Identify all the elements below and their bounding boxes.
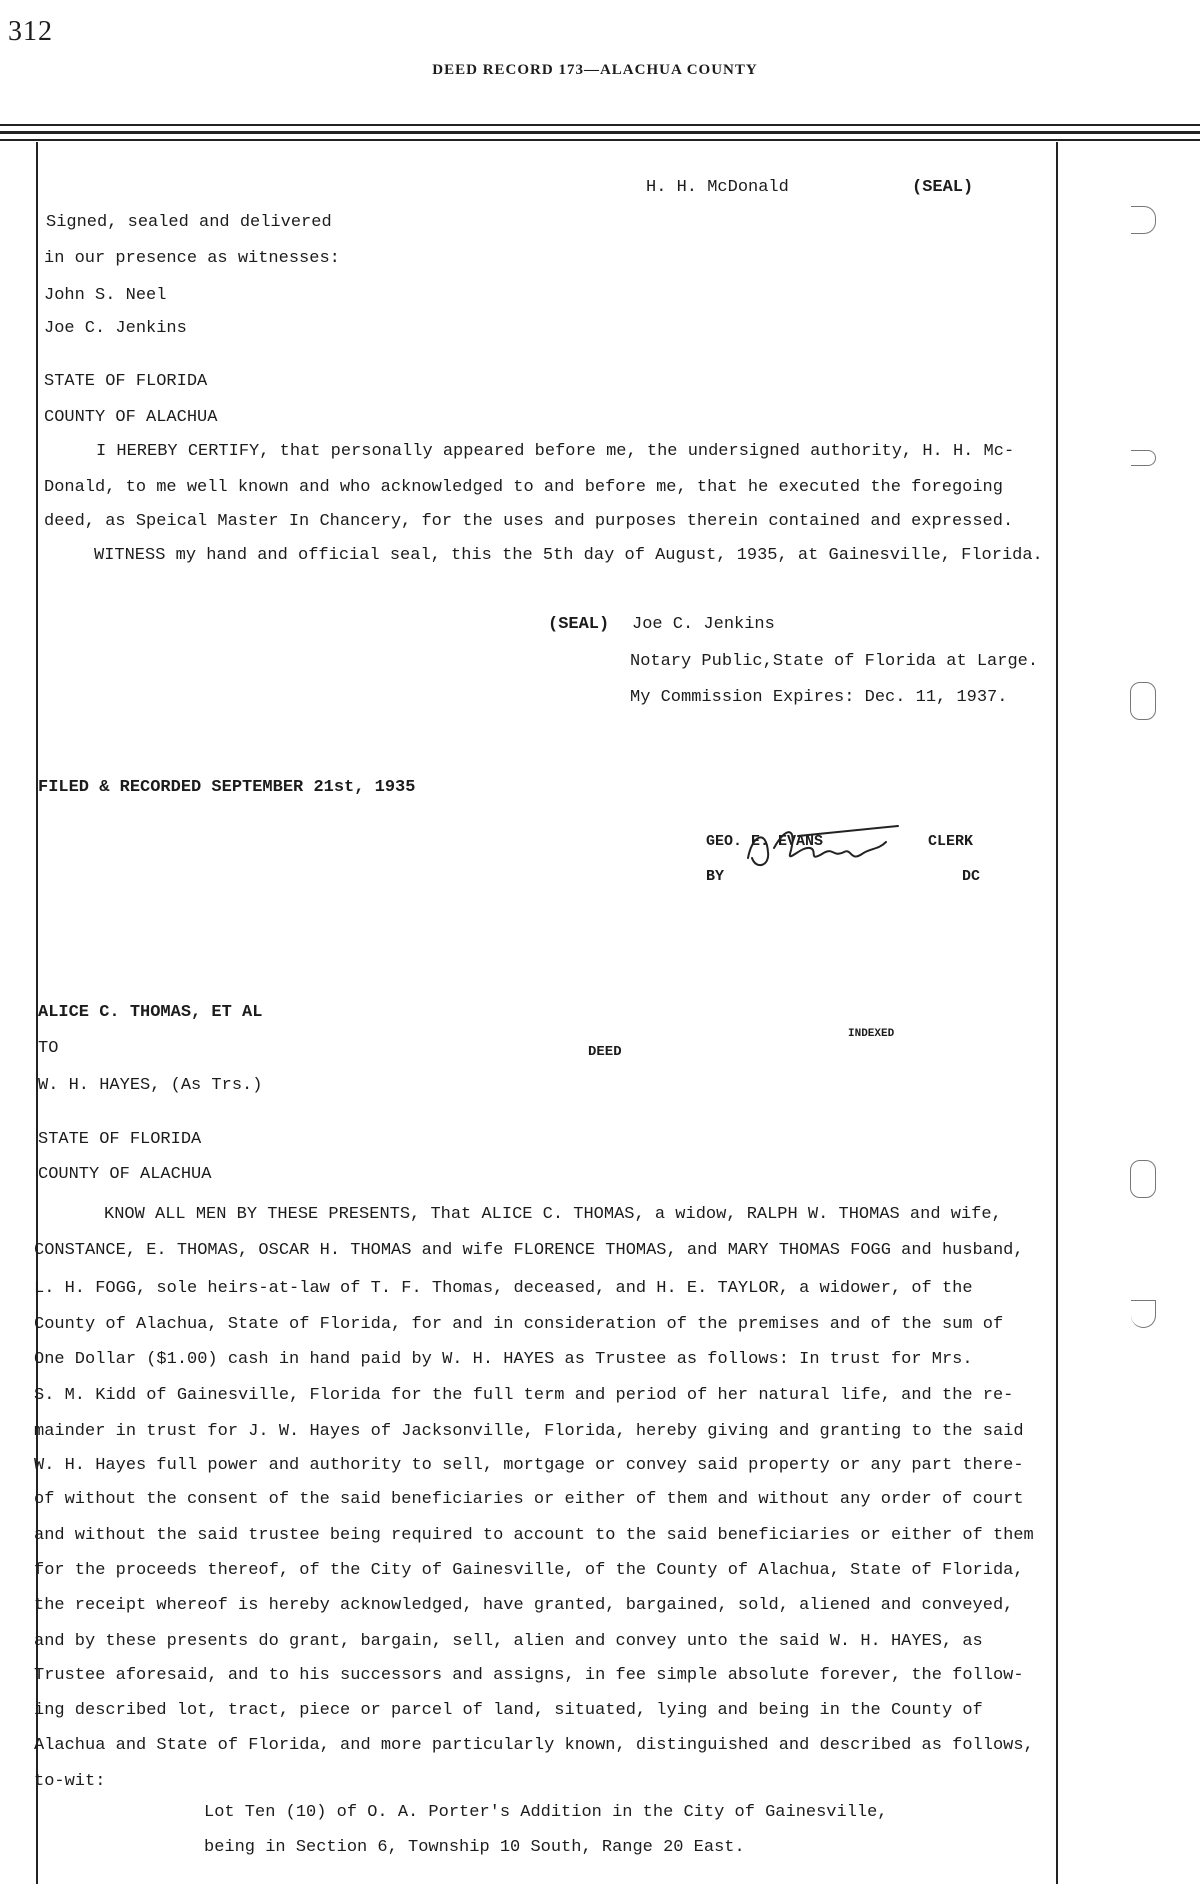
clerk-by: BY bbox=[706, 868, 725, 885]
body-line: ing described lot, tract, piece or parcel of land, situated, lying and being in the County of bbox=[34, 1701, 983, 1720]
witness-name: Joe C. Jenkins bbox=[44, 319, 187, 338]
body-line: L. H. FOGG, sole heirs-at-law of T. F. Thomas, deceased, and H. E. TAYLOR, a widower, of the bbox=[34, 1279, 973, 1298]
notary-seal-label: (SEAL) bbox=[548, 615, 610, 634]
county-heading: COUNTY OF ALACHUA bbox=[38, 1165, 212, 1184]
state-heading: STATE OF FLORIDA bbox=[44, 372, 208, 391]
body-line: for the proceeds thereof, of the City of Gainesville, of the County of Alachua, State of Florida, bbox=[34, 1561, 1024, 1580]
page-number: 312 bbox=[8, 16, 53, 47]
certificate-line: WITNESS my hand and official seal, this the 5th day of August, 1935, at Gainesville, Florida. bbox=[94, 546, 1043, 565]
notary-title: Notary Public,State of Florida at Large. bbox=[630, 652, 1039, 671]
legal-description-line: being in Section 6, Township 10 South, Range 20 East. bbox=[204, 1838, 745, 1857]
body-line: and by these presents do grant, bargain, sell, alien and convey unto the said W. H. HAYES, as bbox=[34, 1632, 983, 1651]
clerk-name: GEO. E. EVANS bbox=[706, 833, 824, 850]
indexed-stamp: INDEXED bbox=[848, 1028, 895, 1040]
certificate-line: deed, as Speical Master In Chancery, for the uses and purposes therein contained and expressed. bbox=[44, 512, 1014, 531]
body-line: One Dollar ($1.00) cash in hand paid by W. H. HAYES as Trustee as follows: In trust for Mrs. bbox=[34, 1350, 973, 1369]
instrument-type: DEED bbox=[588, 1044, 622, 1060]
clerk-title: CLERK bbox=[928, 833, 974, 850]
seal-label: (SEAL) bbox=[912, 178, 974, 197]
notary-commission: My Commission Expires: Dec. 11, 1937. bbox=[630, 688, 1008, 707]
certificate-line: I HEREBY CERTIFY, that personally appeared before me, the undersigned authority, H. H. Mc- bbox=[96, 442, 1015, 461]
page-header: DEED RECORD 173—ALACHUA COUNTY bbox=[432, 62, 758, 78]
notary-name: Joe C. Jenkins bbox=[632, 615, 775, 634]
clerk-dc: DC bbox=[962, 868, 981, 885]
body-line: County of Alachua, State of Florida, for and in consideration of the premises and of the sum of bbox=[34, 1315, 1004, 1334]
witness-line: in our presence as witnesses: bbox=[44, 249, 340, 268]
body-line: W. H. Hayes full power and authority to sell, mortgage or convey said property or any part there- bbox=[34, 1456, 1024, 1475]
party-to: TO bbox=[38, 1039, 59, 1058]
body-line: and without the said trustee being required to account to the said beneficiaries or either of them bbox=[34, 1526, 1034, 1545]
state-heading: STATE OF FLORIDA bbox=[38, 1130, 202, 1149]
party-grantee: W. H. HAYES, (As Trs.) bbox=[38, 1076, 263, 1095]
filed-recorded-stamp: FILED & RECORDED SEPTEMBER 21st, 1935 bbox=[38, 778, 416, 797]
party-grantor: ALICE C. THOMAS, ET AL bbox=[38, 1003, 263, 1022]
body-line: KNOW ALL MEN BY THESE PRESENTS, That ALICE C. THOMAS, a widow, RALPH W. THOMAS and wife, bbox=[104, 1205, 1002, 1224]
body-line: mainder in trust for J. W. Hayes of Jacksonville, Florida, hereby giving and granting to the said bbox=[34, 1422, 1024, 1441]
witness-line: Signed, sealed and delivered bbox=[46, 213, 332, 232]
body-line: of without the consent of the said beneficiaries or either of them and without any order of court bbox=[34, 1490, 1024, 1509]
body-line: Alachua and State of Florida, and more particularly known, distinguished and described as follows, bbox=[34, 1736, 1034, 1755]
grantor-signature: H. H. McDonald bbox=[646, 178, 789, 197]
body-line: Trustee aforesaid, and to his successors and assigns, in fee simple absolute forever, the follow- bbox=[34, 1666, 1024, 1685]
deputy-clerk-signature bbox=[738, 818, 918, 878]
body-line: S. M. Kidd of Gainesville, Florida for the full term and period of her natural life, and the re- bbox=[34, 1386, 1014, 1405]
county-heading: COUNTY OF ALACHUA bbox=[44, 408, 218, 427]
witness-name: John S. Neel bbox=[44, 286, 167, 305]
body-line: the receipt whereof is hereby acknowledged, have granted, bargained, sold, aliened and conveyed, bbox=[34, 1596, 1014, 1615]
legal-description-line: Lot Ten (10) of O. A. Porter's Addition in the City of Gainesville, bbox=[204, 1803, 888, 1822]
body-line: CONSTANCE, E. THOMAS, OSCAR H. THOMAS and wife FLORENCE THOMAS, and MARY THOMAS FOGG and husband, bbox=[34, 1241, 1024, 1260]
body-line: to-wit: bbox=[34, 1772, 106, 1791]
certificate-line: Donald, to me well known and who acknowledged to and before me, that he executed the foregoing bbox=[44, 478, 1003, 497]
